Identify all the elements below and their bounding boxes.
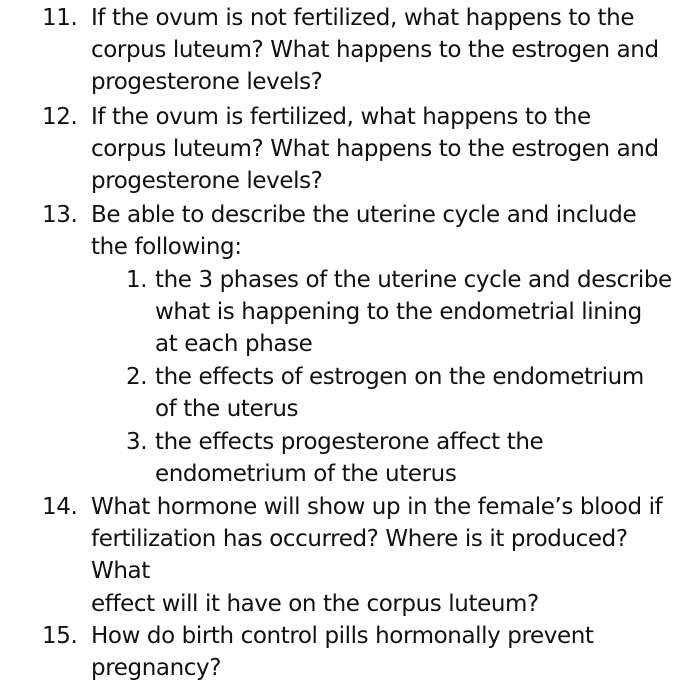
question-number: 15. — [42, 623, 78, 649]
question-text-line: What — [91, 558, 150, 584]
subquestion-number: 1. — [126, 267, 148, 293]
question-number: 14. — [42, 494, 78, 520]
question-text-line: fertilization has occurred? Where is it produced? — [91, 526, 628, 552]
question-text-line: progesterone levels? — [91, 69, 323, 95]
question-text-line: If the ovum is fertilized, what happens to the — [91, 104, 591, 130]
question-text-line: effect will it have on the corpus luteum? — [91, 591, 539, 617]
question-text-line: Be able to describe the uterine cycle and include — [91, 202, 637, 228]
question-text-line: progesterone levels? — [91, 168, 323, 194]
subquestion-text-line: the 3 phases of the uterine cycle and describe — [155, 267, 672, 293]
question-text-line: the following: — [91, 234, 242, 260]
subquestion-number: 2. — [126, 364, 148, 390]
subquestion-text-line: the effects progesterone affect the — [155, 429, 544, 455]
question-text-line: corpus luteum? What happens to the estrogen and — [91, 136, 659, 162]
subquestion-text-line: the effects of estrogen on the endometrium — [155, 364, 644, 390]
question-number: 11. — [42, 5, 78, 31]
subquestion-text-line: endometrium of the uterus — [155, 461, 457, 487]
question-text-line: pregnancy? — [91, 655, 222, 681]
subquestion-text-line: of the uterus — [155, 396, 299, 422]
question-text-line: If the ovum is not fertilized, what happens to the — [91, 5, 635, 31]
question-text-line: How do birth control pills hormonally prevent — [91, 623, 594, 649]
question-number: 12. — [42, 104, 78, 130]
subquestion-text-line: what is happening to the endometrial lining — [155, 299, 642, 325]
question-text-line: What hormone will show up in the female’s blood if — [91, 494, 663, 520]
subquestion-number: 3. — [126, 429, 148, 455]
question-text-line: corpus luteum? What happens to the estrogen and — [91, 37, 659, 63]
question-number: 13. — [42, 202, 78, 228]
subquestion-text-line: at each phase — [155, 331, 313, 357]
